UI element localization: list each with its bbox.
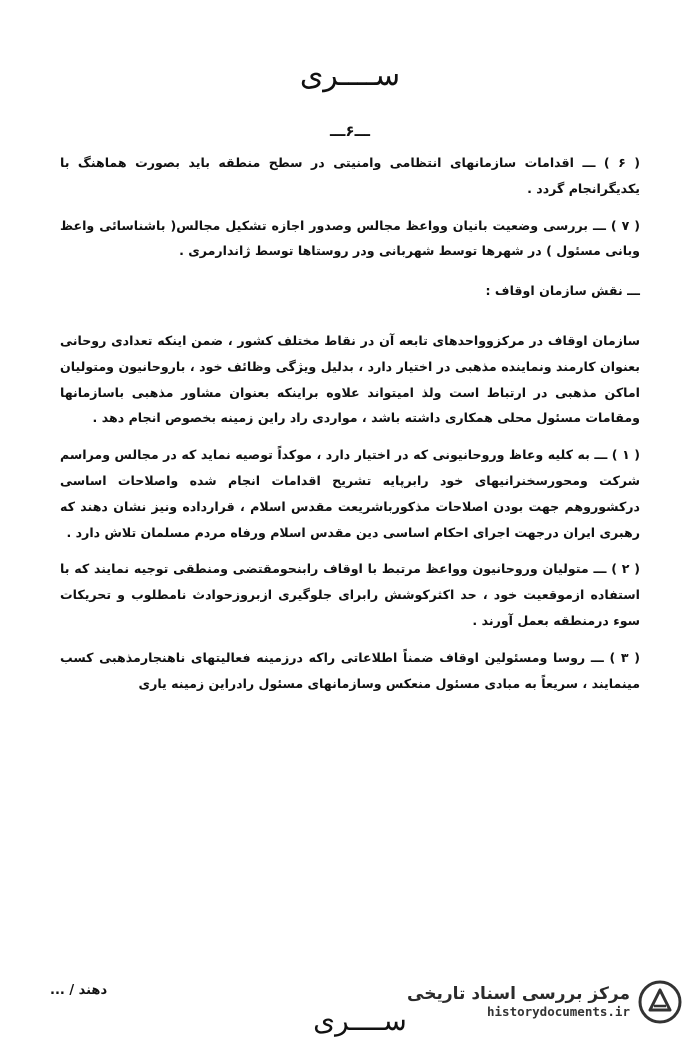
paragraph-item-1: ( ۱ ) ـــ به کلیه وعاظ وروحانیونی که در اختیار دارد ، موکداً توصیه نماید که در مجالس ومراسم شرکت ومحورسخنرانیهای خود رابرپایه تشریح اقدامات انجام شده واصلاحات اساسی درکشوروهم جهت بودن اصلاحات مذکورباشریعت مقدس اسلام ، قرارداده ونیز نشان دهند که رهبری ایران درجهت اجرای احکام اساسی دین مقدس اسلام ورفاه مردم مسلمان تلاش دارد . (60, 447, 641, 540)
section-heading: ـــ نقش سازمان اوقاف : (485, 283, 640, 299)
watermark-text (407, 984, 630, 1020)
watermark (407, 980, 682, 1024)
watermark-url: historydocuments.ir (487, 1004, 630, 1019)
page-number: ـــ۶ـــ (330, 122, 370, 140)
paragraph-item-2: ( ۲ ) ـــ متولیان وروحانیون وواعظ مرتبط با اوقاف رابنحومقتضی ومنطقی توجیه نمایند که با استفاده ازموقعیت خود ، حد اکثرکوشش رابرای جلوگیری ازبروزحوادث نامطلوب و تحریکات سوء درمنطقه بعمل آورند . (60, 561, 641, 628)
paragraph-item-7: ( ۷ ) ـــ بررسی وضعیت بانیان وواعظ مجالس وصدور اجازه تشکیل مجالس( باشناسائی واعظ وبانی مسئول ) در شهرها توسط شهربانی ودر روستاها توسط ژاندارمری . (60, 217, 641, 259)
watermark-title: مرکز بررسی اسناد تاریخی (407, 984, 630, 1004)
paragraph-item-3: ( ۳ ) ـــ روسا ومسئولین اوقاف ضمناً اطلاعاتی راکه درزمینه فعالیتهای ناهنجارمذهبی کسب مینمایند ، سریعاً به مبادی مسئول منعکس وسازمانهای مسئول رادراین زمینه یاری (60, 649, 641, 691)
archive-logo-icon (638, 980, 682, 1024)
continuation-marker: دهند / ... (50, 983, 108, 998)
document-body (60, 150, 640, 707)
classification-footer: ســــری (313, 1004, 407, 1037)
paragraph-item-6: ( ۶ ) ـــ اقدامات سازمانهای انتظامی وامنیتی در سطح منطقه باید بصورت هماهنگ با یکدیگرانجام گردد . (60, 155, 640, 196)
classification-header: ســــری (299, 58, 401, 93)
paragraph-intro: سازمان اوقاف در مرکزوواحدهای تابعه آن در نقاط مختلف کشور ، ضمن اینکه تعدادی روحانی بعنوان کارمند ونماینده مذهبی در اختیار دارد ، بدلیل ویژگی وظائف خود ، باروحانیون ومتولیان اماکن مذهبی در ارتباط است ولذ امیتواند علاوه براینکه بعنوان مشاور مذهبی باسازمانها ومقامات مسئول محلی همکاری داشته باشد ، مواردی راد راین زمینه بخصوص انجام دهد . (60, 332, 640, 426)
